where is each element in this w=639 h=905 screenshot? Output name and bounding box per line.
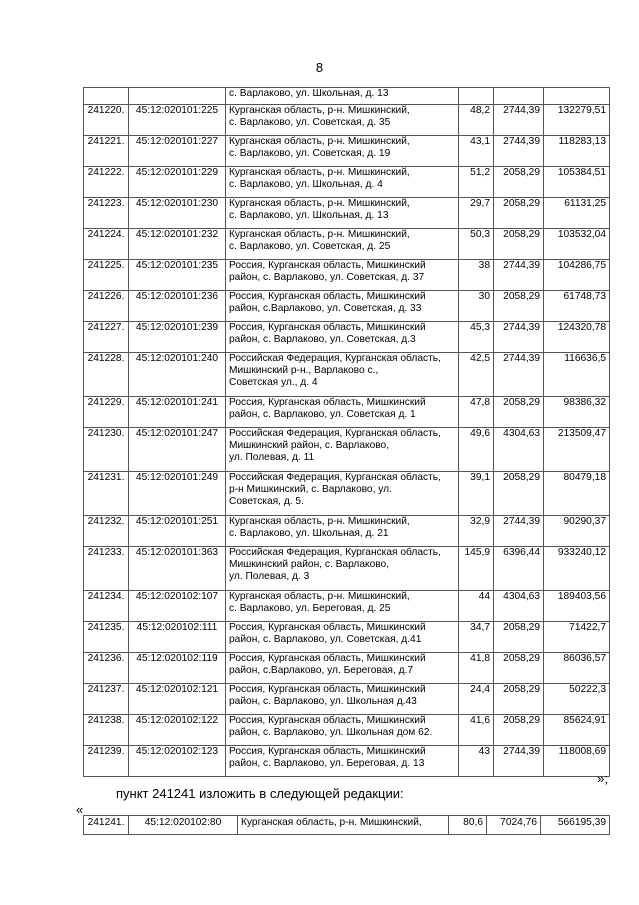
table-row — [84, 291, 610, 322]
cell-value: 116636,5 — [544, 353, 610, 397]
closing-quote: »; — [597, 771, 608, 786]
cell-cadastral: 45:12:020101:247 — [129, 428, 226, 472]
table-row — [84, 260, 610, 291]
cell-rate: 2744,39 — [494, 353, 544, 397]
cell-number: 241229. — [84, 397, 129, 428]
cell-number: 241236. — [84, 653, 129, 684]
cell-number: 241227. — [84, 322, 129, 353]
cell-address: Россия, Курганская область, Мишкинский район, с.Варлаково, ул. Береговая, д.7 — [226, 653, 459, 684]
cell-area: 80,6 — [449, 816, 487, 835]
new-registry-table — [83, 815, 610, 835]
cell-value: 124320,78 — [544, 322, 610, 353]
cell-rate: 2058,29 — [494, 167, 544, 198]
cell-number: 241222. — [84, 167, 129, 198]
cell-address: Курганская область, р-н. Мишкинский, с. Варлаково, ул. Советская, д. 25 — [226, 229, 459, 260]
cell-cadastral: 45:12:020101:249 — [129, 472, 226, 516]
table-row — [84, 684, 610, 715]
cell-address: Российская Федерация, Курганская область, Мишкинский р-н., Варлаково с., Советская ул., д. 4 — [226, 353, 459, 397]
cell-value — [544, 88, 610, 105]
cell-area: 30 — [459, 291, 494, 322]
cell-value: 933240,12 — [544, 547, 610, 591]
cell-value: 118283,13 — [544, 136, 610, 167]
cell-cadastral: 45:12:020101:235 — [129, 260, 226, 291]
cell-number: 241235. — [84, 622, 129, 653]
cell-address: Российская Федерация, Курганская область, Мишкинский район, с. Варлаково, ул. Полевая, д. 3 — [226, 547, 459, 591]
cell-number: 241233. — [84, 547, 129, 591]
cell-number: 241220. — [84, 105, 129, 136]
cell-number: 241239. — [84, 746, 129, 777]
cell-value: 86036,57 — [544, 653, 610, 684]
cell-address: Россия, Курганская область, Мишкинский район, с. Варлаково, ул. Школьная д.43 — [226, 684, 459, 715]
cell-value: 566195,39 — [541, 816, 610, 835]
cell-cadastral: 45:12:020102:119 — [129, 653, 226, 684]
cell-address: Курганская область, р-н. Мишкинский, с. Варлаково, ул. Школьная, д. 21 — [226, 516, 459, 547]
cell-area: 34,7 — [459, 622, 494, 653]
cell-number: 241230. — [84, 428, 129, 472]
cell-value: 98386,32 — [544, 397, 610, 428]
cell-area: 45,3 — [459, 322, 494, 353]
cell-address: Курганская область, р-н. Мишкинский, с. Варлаково, ул. Советская, д. 19 — [226, 136, 459, 167]
cell-value: 105384,51 — [544, 167, 610, 198]
table-row — [84, 229, 610, 260]
table-row — [84, 715, 610, 746]
cell-number: 241226. — [84, 291, 129, 322]
cell-cadastral: 45:12:020101:251 — [129, 516, 226, 547]
cell-rate: 2058,29 — [494, 622, 544, 653]
cell-value: 50222,3 — [544, 684, 610, 715]
cell-rate: 2744,39 — [494, 260, 544, 291]
cell-address: Курганская область, р-н. Мишкинский, с. Варлаково, ул. Школьная, д. 4 — [226, 167, 459, 198]
cell-number: 241224. — [84, 229, 129, 260]
cell-rate: 2058,29 — [494, 291, 544, 322]
cell-rate: 4304,63 — [494, 428, 544, 472]
cell-value: 61131,25 — [544, 198, 610, 229]
cell-address: Россия, Курганская область, Мишкинский район, с.Варлаково, ул. Советская, д. 33 — [226, 291, 459, 322]
cell-area: 24,4 — [459, 684, 494, 715]
table-row — [84, 547, 610, 591]
cell-value: 61748,73 — [544, 291, 610, 322]
cell-address: Курганская область, р-н. Мишкинский, с. Варлаково, ул. Советская, д. 35 — [226, 105, 459, 136]
cell-rate — [494, 88, 544, 105]
cell-rate: 2058,29 — [494, 198, 544, 229]
cell-cadastral: 45:12:020102:111 — [129, 622, 226, 653]
cell-area: 39,1 — [459, 472, 494, 516]
cell-rate: 2058,29 — [494, 397, 544, 428]
cell-area: 32,9 — [459, 516, 494, 547]
cell-number: 241225. — [84, 260, 129, 291]
cell-cadastral: 45:12:020101:230 — [129, 198, 226, 229]
cell-number: 241237. — [84, 684, 129, 715]
cell-area: 145,9 — [459, 547, 494, 591]
cell-cadastral: 45:12:020101:239 — [129, 322, 226, 353]
cell-number: 241232. — [84, 516, 129, 547]
cell-area: 50,3 — [459, 229, 494, 260]
cell-value: 90290,37 — [544, 516, 610, 547]
table-row — [84, 198, 610, 229]
cell-rate: 2744,39 — [494, 746, 544, 777]
cell-area: 38 — [459, 260, 494, 291]
cell-number: 241234. — [84, 591, 129, 622]
table-row — [84, 516, 610, 547]
cell-rate: 2744,39 — [494, 516, 544, 547]
cell-area: 44 — [459, 591, 494, 622]
cell-cadastral — [129, 88, 226, 105]
cell-value: 71422,7 — [544, 622, 610, 653]
table-row — [84, 622, 610, 653]
instruction-text: пункт 241241 изложить в следующей редакции: — [116, 786, 404, 801]
cell-area: 41,6 — [459, 715, 494, 746]
cell-value: 103532,04 — [544, 229, 610, 260]
cell-cadastral: 45:12:020101:229 — [129, 167, 226, 198]
cell-area: 41,8 — [459, 653, 494, 684]
cell-address: Россия, Курганская область, Мишкинский район, с. Варлаково, ул. Советская, д.3 — [226, 322, 459, 353]
cell-cadastral: 45:12:020102:123 — [129, 746, 226, 777]
opening-quote: « — [76, 802, 84, 817]
cell-number: 241231. — [84, 472, 129, 516]
cell-cadastral: 45:12:020101:241 — [129, 397, 226, 428]
table-row — [84, 746, 610, 777]
cell-number: 241221. — [84, 136, 129, 167]
table-row — [84, 653, 610, 684]
cell-address: Россия, Курганская область, Мишкинский район, с. Варлаково, ул. Школьная дом 62. — [226, 715, 459, 746]
cell-cadastral: 45:12:020102:121 — [129, 684, 226, 715]
table-row — [84, 397, 610, 428]
cell-area: 48,2 — [459, 105, 494, 136]
cell-cadastral: 45:12:020101:363 — [129, 547, 226, 591]
table-row — [84, 816, 610, 835]
cell-cadastral: 45:12:020101:232 — [129, 229, 226, 260]
cell-address: Курганская область, р-н. Мишкинский, — [238, 816, 449, 835]
cell-address: Россия, Курганская область, Мишкинский район, с. Варлаково, ул. Советская, д. 37 — [226, 260, 459, 291]
cell-area: 42,5 — [459, 353, 494, 397]
table-row — [84, 322, 610, 353]
cell-area: 29,7 — [459, 198, 494, 229]
cell-address: Россия, Курганская область, Мишкинский район, с. Варлаково, ул. Советская, д.41 — [226, 622, 459, 653]
cell-address: Российская Федерация, Курганская область, р-н Мишкинский, с. Варлаково, ул. Советская, д. 5. — [226, 472, 459, 516]
cell-address: с. Варлаково, ул. Школьная, д. 13 — [226, 88, 459, 105]
cell-cadastral: 45:12:020101:227 — [129, 136, 226, 167]
cell-cadastral: 45:12:020101:240 — [129, 353, 226, 397]
cell-value: 85624,91 — [544, 715, 610, 746]
cell-rate: 2744,39 — [494, 322, 544, 353]
table-row — [84, 167, 610, 198]
cell-address: Курганская область, р-н. Мишкинский, с. Варлаково, ул. Школьная, д. 13 — [226, 198, 459, 229]
cell-area: 49,6 — [459, 428, 494, 472]
cell-area: 43,1 — [459, 136, 494, 167]
cell-rate: 7024,76 — [487, 816, 541, 835]
cell-area: 47,8 — [459, 397, 494, 428]
table-row — [84, 88, 610, 105]
cell-area: 43 — [459, 746, 494, 777]
cell-address: Российская Федерация, Курганская область, Мишкинский район, с. Варлаково, ул. Полевая, д. 11 — [226, 428, 459, 472]
cell-rate: 2744,39 — [494, 105, 544, 136]
cell-rate: 2058,29 — [494, 684, 544, 715]
cell-address: Курганская область, р-н. Мишкинский, с. Варлаково, ул. Береговая, д. 25 — [226, 591, 459, 622]
cell-number: 241228. — [84, 353, 129, 397]
cell-rate: 4304,63 — [494, 591, 544, 622]
cell-rate: 2058,29 — [494, 715, 544, 746]
cell-address: Россия, Курганская область, Мишкинский район, с. Варлаково, ул. Береговая, д. 13 — [226, 746, 459, 777]
table-row — [84, 428, 610, 472]
table-row — [84, 472, 610, 516]
cell-address: Россия, Курганская область, Мишкинский район, с. Варлаково, ул. Советская д. 1 — [226, 397, 459, 428]
cell-rate: 2058,29 — [494, 229, 544, 260]
cell-number: 241238. — [84, 715, 129, 746]
cell-rate: 2744,39 — [494, 136, 544, 167]
cell-area: 51,2 — [459, 167, 494, 198]
cell-value: 213509,47 — [544, 428, 610, 472]
cell-value: 104286,75 — [544, 260, 610, 291]
cell-area — [459, 88, 494, 105]
cell-cadastral: 45:12:020102:80 — [129, 816, 238, 835]
cell-cadastral: 45:12:020102:107 — [129, 591, 226, 622]
cell-number: 241241. — [84, 816, 129, 835]
cell-rate: 2058,29 — [494, 653, 544, 684]
cell-value: 189403,56 — [544, 591, 610, 622]
cell-value: 80479,18 — [544, 472, 610, 516]
table-row — [84, 353, 610, 397]
table-row — [84, 136, 610, 167]
cell-number — [84, 88, 129, 105]
cell-cadastral: 45:12:020101:225 — [129, 105, 226, 136]
cell-rate: 2058,29 — [494, 472, 544, 516]
registry-table — [83, 87, 610, 777]
table-row — [84, 591, 610, 622]
cell-rate: 6396,44 — [494, 547, 544, 591]
table-row — [84, 105, 610, 136]
page-number: 8 — [315, 60, 324, 75]
cell-value: 118008,69 — [544, 746, 610, 777]
cell-cadastral: 45:12:020101:236 — [129, 291, 226, 322]
cell-value: 132279,51 — [544, 105, 610, 136]
cell-cadastral: 45:12:020102:122 — [129, 715, 226, 746]
cell-number: 241223. — [84, 198, 129, 229]
